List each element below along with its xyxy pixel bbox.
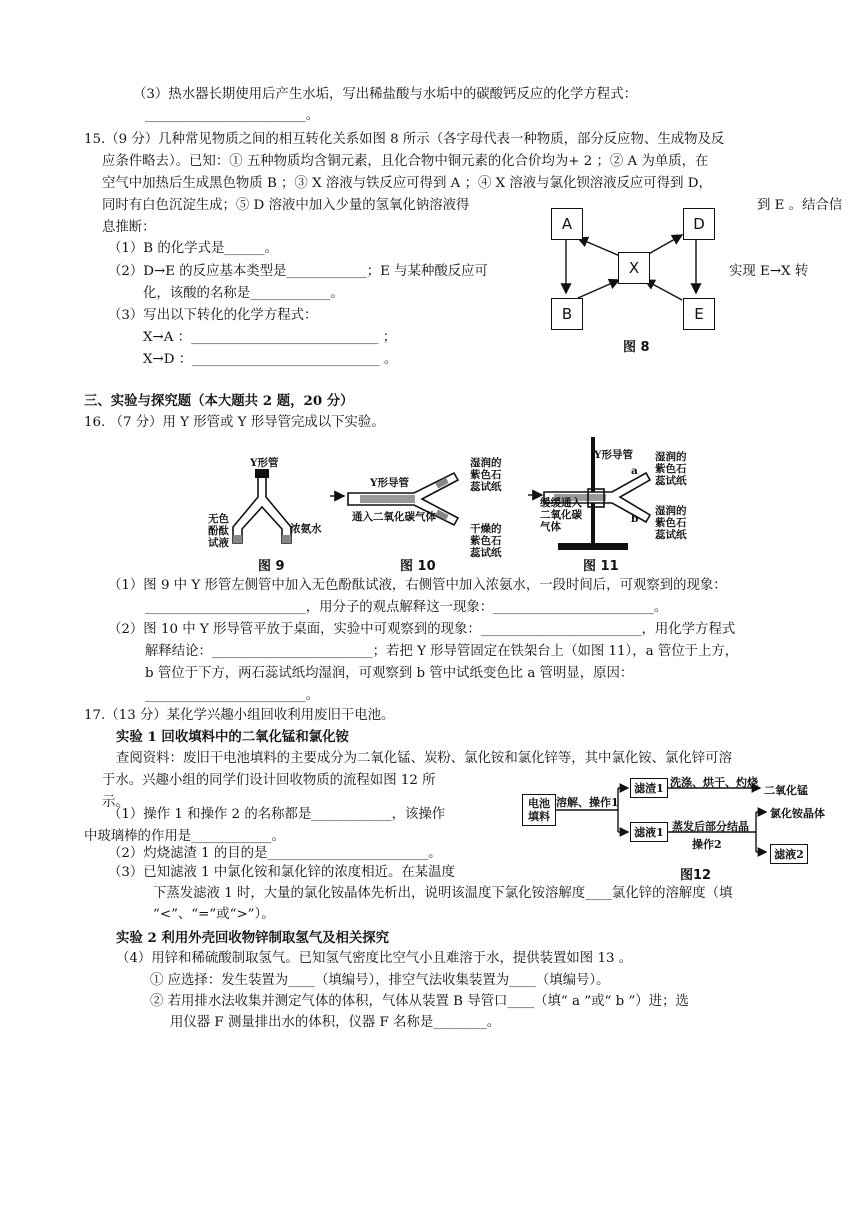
- figure-11-caption: 图 11: [583, 559, 619, 574]
- q17-q1-line2: 中玻璃棒的作用是____________。: [84, 829, 285, 844]
- flow-op1-label: 溶解、操作1: [556, 796, 619, 809]
- q15-sub3: （3）写出以下转化的化学方程式：: [108, 308, 318, 323]
- flow-filtrate2-box: 滤液2: [770, 844, 808, 864]
- fig11-bottom-paper-1: 湿润的: [655, 505, 687, 517]
- q17-q1-line1: （1）操作 1 和操作 2 的名称都是____________，该操作: [108, 807, 446, 822]
- flow-start-label-1: 电池: [528, 797, 550, 810]
- figure-8: [540, 200, 740, 360]
- node-b: B: [551, 298, 583, 330]
- figure-10: [330, 455, 520, 574]
- q15-line5: 息推断：: [102, 220, 156, 235]
- q16-p2-line4: ________________________。: [145, 688, 320, 703]
- flow-start-box: [522, 794, 556, 826]
- q16-p1-line1: （1）图 9 中 Y 形管左侧管中加入无色酚酞试液，右侧管中加入浓氨水，一段时间后，可观察到的现象：: [108, 578, 727, 593]
- fig11-top-paper-3: 蕊试纸: [655, 475, 687, 487]
- fig11-top-paper-1: 湿润的: [655, 451, 687, 463]
- figure-8-caption: 图 8: [623, 340, 650, 355]
- q17-exp1-title: 实验 1 回收填料中的二氧化锰和氯化铵: [116, 729, 349, 745]
- q15-sub2-line2: 化，该酸的名称是____________。: [143, 286, 344, 301]
- q16-p1-line2: ________________________，用分子的观点解释这一现象：________________________。: [145, 600, 668, 615]
- q15-line4: 同时有白色沉淀生成；⑤ D 溶液中加入少量的氢氧化钠溶液得: [102, 198, 470, 213]
- q17-info-line2: 于水。兴趣小组的同学们设计回收物质的流程如图 12 所: [102, 773, 436, 788]
- node-x: X: [618, 252, 650, 284]
- flow-filtrate1-box: 滤液1: [630, 822, 668, 842]
- node-d: D: [683, 208, 715, 240]
- fig10-top-paper-1: 湿润的: [470, 457, 502, 469]
- q15-sub3-xd: X→D ：____________________________ 。: [143, 352, 398, 367]
- q17-q4-part1: ① 应选择：发生装置为____（填编号），排空气法收集装置为____（填编号）。: [150, 973, 610, 988]
- flow-step1-label: 洗涤、烘干、灼烧: [670, 776, 758, 789]
- q17-info-line3: 示。: [102, 795, 129, 810]
- q15-line3: 空气中加热后生成黑色物质 B ；③ X 溶液与铁反应可得到 A ；④ X 溶液与氯化钡溶液反应可得到 D，: [102, 176, 712, 191]
- q16-heading: 16. （7 分）用 Y 形管或 Y 形导管完成以下实验。: [84, 415, 385, 430]
- q15-sub3-xa: X→A ：____________________________ ；: [143, 330, 397, 345]
- fig11-bottom-paper-2: 紫色石: [655, 517, 687, 529]
- figure-12: [520, 772, 840, 882]
- fig11-gas-2: 二氧化碳: [540, 509, 582, 521]
- fig10-top-paper-2: 紫色石: [470, 469, 502, 481]
- q16-p2-line3: b 管位于下方，两石蕊试纸均湿润，可观察到 b 管中试纸变色比 a 管明显，原因：: [145, 666, 634, 681]
- fig9-right-label: 浓氨水: [290, 523, 322, 535]
- fig9-left-label-1: 无色: [208, 513, 229, 525]
- q15-sub2: （2）D→E 的反应基本类型是____________；E 与某种酸反应可: [108, 264, 488, 279]
- flow-step2-label: 蒸发后部分结晶: [672, 820, 749, 833]
- q15-line4-right: 到 E 。结合信: [757, 198, 843, 213]
- fig10-bottom-paper-3: 蕊试纸: [470, 547, 502, 559]
- q17-q2: （2）灼烧滤渣 1 的目的是________________________。: [108, 846, 442, 861]
- q17-heading: 17.（13 分）某化学兴趣小组回收利用废旧干电池。: [84, 708, 395, 723]
- figure-12-caption: 图12: [680, 868, 712, 883]
- fig11-label-a: a: [631, 465, 638, 477]
- fig10-tube-label: Y形导管: [370, 477, 409, 489]
- fig9-left-label-2: 酚酞: [208, 525, 229, 537]
- q16-p2-line1: （2）图 10 中 Y 形导管平放于桌面，实验中可观察到的现象：________________________，用化学方程式: [108, 622, 736, 637]
- fig11-gas-1: 缓缓通入: [540, 497, 582, 509]
- q14-3-line1: （3）热水器长期使用后产生水垢，写出稀盐酸与水垢中的碳酸钙反应的化学方程式：: [133, 87, 637, 102]
- q16-p2-line2: 解释结论：________________________；若把 Y 形导管固定在铁架台上（如图 11），a 管位于上方，: [145, 644, 739, 659]
- q17-q3-line2: 下蒸发滤液 1 时，大量的氯化铵晶体先析出，说明该温度下氯化铵溶解度____氯化锌的溶解度（填: [153, 886, 733, 901]
- q15-line1: 15.（9 分）几种常见物质之间的相互转化关系如图 8 所示（各字母代表一种物质，部分反应物、生成物及反: [84, 132, 725, 147]
- fig11-bottom-paper-3: 蕊试纸: [655, 529, 687, 541]
- figure-9-caption: 图 9: [258, 559, 285, 574]
- figure-10-caption: 图 10: [400, 559, 436, 574]
- node-e: E: [683, 298, 715, 330]
- figure-9: [200, 455, 330, 574]
- fig10-bottom-paper-1: 干燥的: [470, 523, 502, 535]
- fig11-gas-3: 气体: [540, 521, 561, 533]
- q14-3-line2: ________________________。: [145, 108, 320, 123]
- flow-product2-label: 氯化铵晶体: [770, 807, 825, 820]
- q15-line2: 应条件略去）。已知：① 五种物质均含铜元素，且化合物中铜元素的化合价均为+ 2 ；② A 为单质，在: [102, 154, 709, 169]
- flow-residue1-box: 滤渣1: [630, 778, 668, 798]
- q17-q4: （4）用锌和稀硫酸制取氢气。已知氢气密度比空气小且难溶于水，提供装置如图 13 。: [116, 951, 633, 966]
- q17-q4-part2-line2: 用仪器 F 测量排出水的体积，仪器 F 名称是________。: [170, 1015, 501, 1030]
- flow-product1-label: 二氧化锰: [764, 784, 808, 797]
- fig10-bottom-paper-2: 紫色石: [470, 535, 502, 547]
- fig9-left-label-3: 试液: [208, 537, 229, 549]
- q17-q3-line3: “<”、“=”或“>”）。: [153, 907, 275, 922]
- fig11-top-paper-2: 紫色石: [655, 463, 687, 475]
- fig11-label-b: b: [631, 513, 639, 525]
- fig9-top-label: Y形管: [250, 457, 279, 469]
- fig10-top-paper-3: 蕊试纸: [470, 481, 502, 493]
- flow-op2-label: 操作2: [692, 838, 722, 851]
- fig10-gas-label: 通入二氧化碳气体: [352, 511, 436, 523]
- node-a: A: [551, 208, 583, 240]
- fig11-tube-label: Y形导管: [594, 449, 633, 461]
- section-3-heading: 三、实验与探究题（本大题共 2 题，20 分）: [84, 393, 354, 409]
- q17-q3-line1: （3）已知滤液 1 中氯化铵和氯化锌的浓度相近。在某温度: [108, 865, 455, 880]
- q15-sub1: （1）B 的化学式是______。: [108, 241, 278, 256]
- q17-info-line1: 查阅资料：废旧干电池填料的主要成分为二氧化锰、炭粉、氯化铵和氯化锌等，其中氯化铵、氯化锌可溶: [116, 751, 732, 766]
- flow-start-label-2: 填料: [528, 810, 550, 823]
- q17-exp2-title: 实验 2 利用外壳回收物锌制取氢气及相关探究: [116, 930, 390, 946]
- q15-sub2-right: 实现 E→X 转: [729, 264, 809, 279]
- q17-q4-part2-line1: ② 若用排水法收集并测定气体的体积，气体从装置 B 导管口____（填“ a ”或“ b ”）进；选: [150, 994, 689, 1009]
- figure-11: [528, 435, 698, 574]
